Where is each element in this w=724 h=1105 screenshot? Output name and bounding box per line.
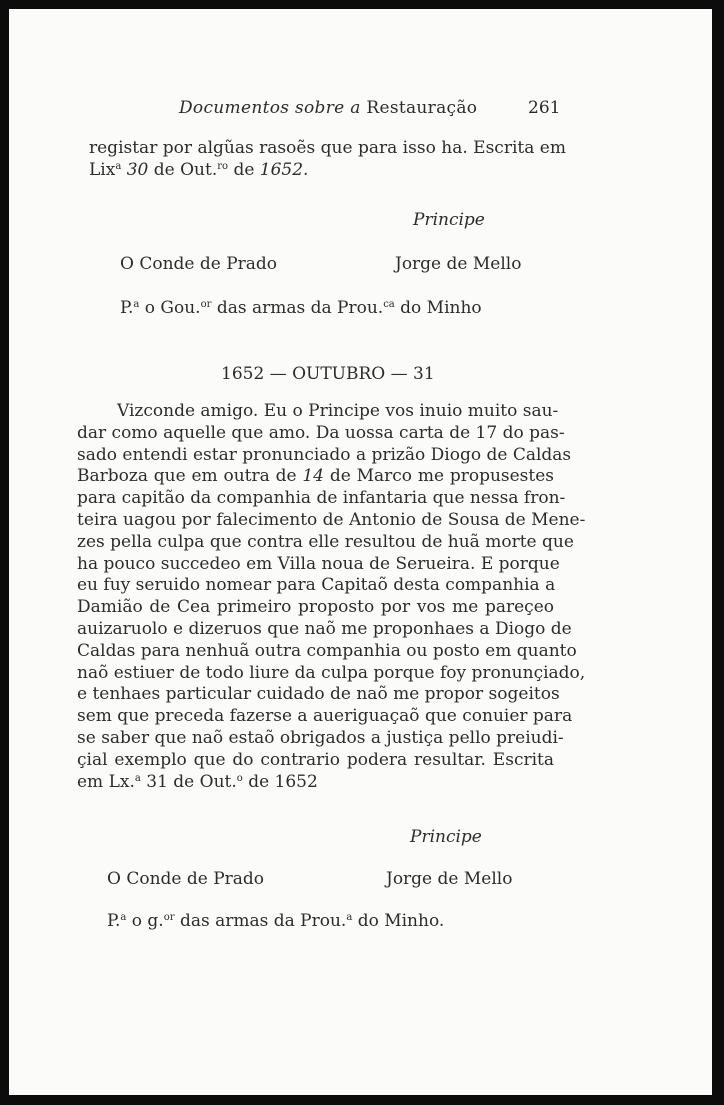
text-line: registar por algũas rasoẽs que para isso ha. Escrita em [89, 138, 566, 158]
superscript: ca [383, 299, 395, 310]
text-line: e tenhaes particular cuidado de naõ me propor sogeitos [77, 684, 560, 705]
text-line: auizaruolo e dizeruos que naõ me proponhaes a Diogo de [77, 618, 572, 639]
superscript: or [200, 299, 212, 310]
superscript: a [134, 772, 141, 784]
superscript: a [133, 299, 140, 310]
running-header [179, 98, 477, 118]
text-fragment: P. [120, 298, 134, 318]
letter2-body [77, 401, 586, 793]
letter1-address [120, 298, 482, 318]
letter1-closing [89, 138, 566, 182]
signer-jorge: Jorge de Mello [395, 254, 522, 274]
signature-principe: Principe [413, 210, 485, 230]
text-fragment: o Gou. [144, 298, 201, 318]
text-line [77, 466, 554, 488]
signer-conde: O Conde de Prado [107, 869, 265, 889]
text-line: Vizconde amigo. Eu o Principe vos inuio muito sau- [117, 401, 559, 421]
day-number: 30 [126, 159, 149, 180]
superscript: or [163, 912, 175, 923]
text-line: eu fuy seruido nomear para Capitaõ desta companhia a [77, 575, 556, 596]
text-line: Caldas para nenhuã outra companhia ou posto em quanto [77, 640, 577, 661]
year-number: 1652. [259, 159, 309, 180]
text-line: Damião de Cea primeiro proposto por vos me pareçeo [77, 597, 554, 618]
signature-principe: Principe [410, 827, 482, 847]
text-fragment: do Minho [400, 298, 482, 318]
text-fragment: das armas da Prou. [179, 911, 347, 931]
text-fragment: P. [107, 911, 121, 931]
date-heading: 1652 — OUTUBRO — 31 [221, 364, 435, 384]
header-title-italic: Documentos sobre a [179, 98, 361, 118]
text-fragment: do Minho. [357, 911, 445, 931]
header-title-roman: Restauração [366, 98, 478, 118]
page-number: 261 [528, 98, 561, 118]
text-line [77, 772, 554, 794]
text-line: naõ estiuer de todo liure da culpa porque foy pronunçiado, [77, 662, 586, 683]
superscript: o [236, 772, 243, 784]
text-fragment: de 1652 [248, 771, 318, 792]
text-line: teira uagou por falecimento de Antonio de Sousa de Mene- [77, 509, 586, 530]
text-line: çial exemplo que do contrario podera resultar. Escrita [77, 749, 554, 770]
text-line: para capitão da companhia de infantaria que nessa fron- [77, 488, 566, 509]
text-line: se saber que naõ estaõ obrigados a justiça pello preiudi- [77, 727, 564, 748]
text-line: sado entendi estar pronunciado a prizão Diogo de Caldas [77, 444, 572, 465]
text-fragment: 31 de Out. [146, 771, 237, 792]
signer-jorge: Jorge de Mello [386, 869, 513, 889]
text-line: dar como aquelle que amo. Da uossa carta de 17 do pas- [77, 422, 565, 443]
superscript: a [120, 912, 127, 923]
text-fragment: de Out. [153, 159, 218, 180]
superscript: ro [217, 160, 229, 172]
text-fragment: Barboza que em outra de [77, 466, 297, 487]
text-line: sem que preceda fazerse a aueriguaçaõ que conuier para [77, 706, 573, 727]
text-fragment: de [233, 159, 255, 180]
text-fragment: em Lx. [77, 771, 135, 792]
text-line: ha pouco succedeo em Villa noua de Serueira. E porque [77, 553, 560, 574]
signer-conde: O Conde de Prado [120, 254, 278, 274]
letter2-address [107, 911, 444, 931]
superscript: a [115, 160, 122, 172]
text-line [89, 160, 566, 182]
text-fragment: Lix [89, 159, 116, 180]
text-fragment: de Marco me propusestes [329, 466, 555, 487]
document-page [9, 9, 712, 1095]
superscript: a [346, 912, 353, 923]
text-fragment: o g. [131, 911, 164, 931]
day-number: 14 [302, 466, 324, 487]
text-fragment: das armas da Prou. [216, 298, 384, 318]
text-line: zes pella culpa que contra elle resultou de huã morte que [77, 531, 574, 552]
